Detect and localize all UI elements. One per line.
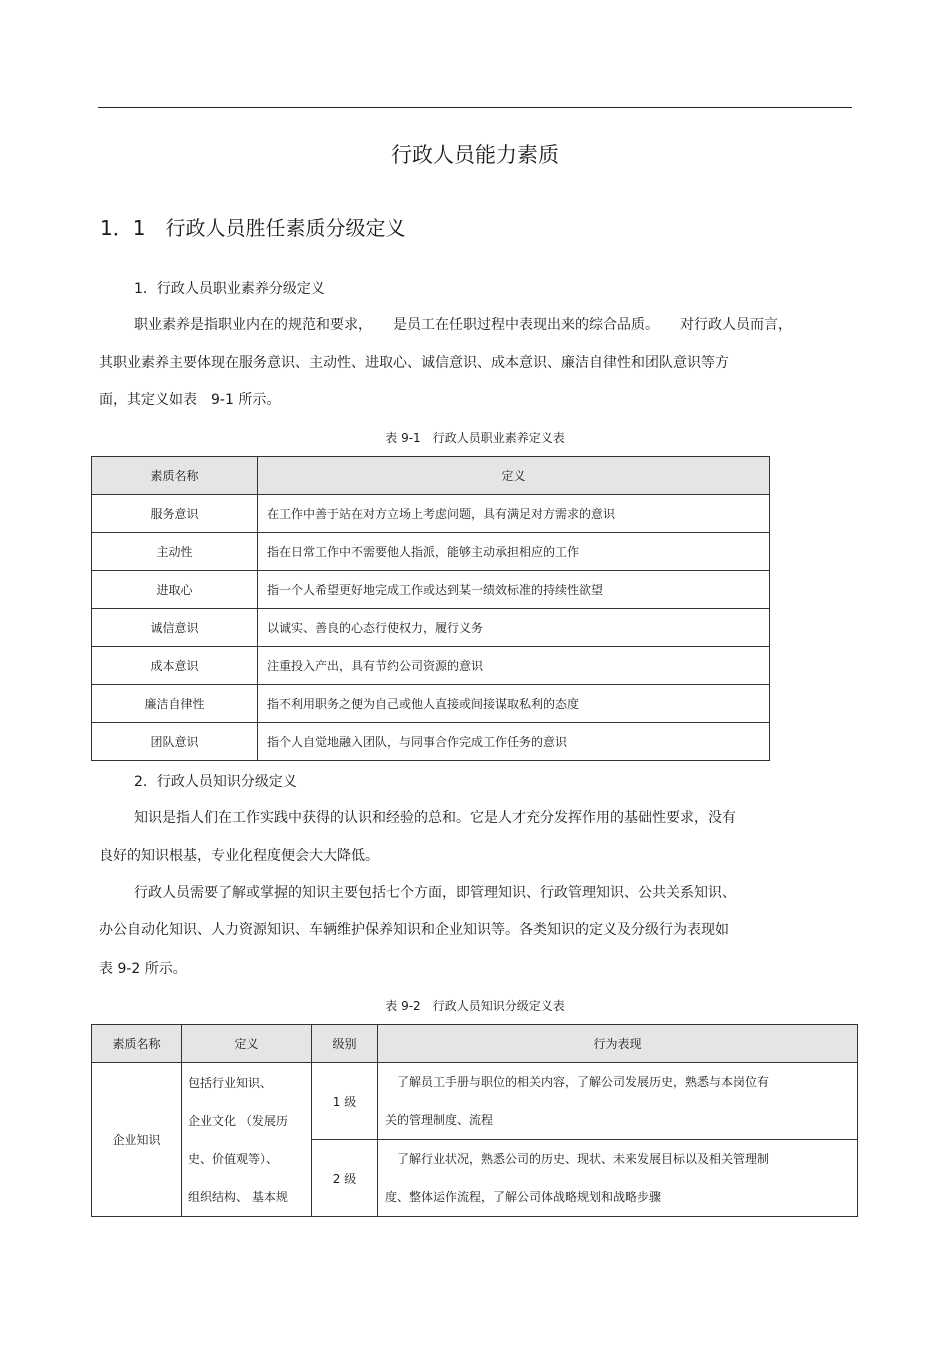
- paragraph-line: 其职业素养主要体现在服务意识、主动性、进取心、诚信意识、成本意识、廉洁自律性和团队意识等方: [99, 355, 729, 371]
- definition-cell: 指不利用职务之便为自己或他人直接或间接谋取私利的态度: [258, 685, 770, 723]
- column-header: 行为表现: [378, 1025, 858, 1063]
- column-header: 定义: [182, 1025, 312, 1063]
- column-header: 素质名称: [92, 457, 258, 495]
- quality-name-cell: 诚信意识: [92, 609, 258, 647]
- definition-cell: 指一个人希望更好地完成工作或达到某一绩效标准的持续性欲望: [258, 571, 770, 609]
- table-row: [92, 647, 770, 685]
- level-cell: 2 级: [312, 1140, 378, 1217]
- quality-name-cell: 进取心: [92, 571, 258, 609]
- behavior-line: 度、整体运作流程，了解公司体战略规划和战略步骤: [385, 1190, 662, 1204]
- paragraph-line: 表 9-2 所示。: [99, 961, 187, 977]
- quality-name-cell: 服务意识: [92, 495, 258, 533]
- table-header-row: [92, 1025, 858, 1063]
- column-header: 级别: [312, 1025, 378, 1063]
- table-row: [92, 533, 770, 571]
- behavior-line: 关的管理制度、流程: [385, 1113, 494, 1127]
- table-2: [91, 1024, 858, 1217]
- table-row: [92, 609, 770, 647]
- table-row: [92, 495, 770, 533]
- paragraph-line: 知识是指人们在工作实践中获得的认识和经验的总和。它是人才充分发挥作用的基础性要求，没有: [134, 810, 736, 826]
- definition-cell: [182, 1063, 312, 1217]
- column-header: 定义: [258, 457, 770, 495]
- table-row: [92, 571, 770, 609]
- definition-line: 包括行业知识、: [188, 1075, 273, 1090]
- table-2-caption: 表 9-2 行政人员知识分级定义表: [385, 999, 565, 1013]
- quality-name-cell: 企业知识: [92, 1063, 182, 1217]
- quality-name-cell: 成本意识: [92, 647, 258, 685]
- table-header-row: [92, 457, 770, 495]
- definition-line: 史、价值观等）、: [188, 1151, 279, 1166]
- definition-line: 企业文化 （发展历: [188, 1113, 288, 1128]
- page-title: 行政人员能力素质: [391, 143, 559, 167]
- table-1-caption: 表 9-1 行政人员职业素养定义表: [385, 431, 565, 445]
- section-heading: 1．1 行政人员胜任素质分级定义: [100, 216, 406, 240]
- subsection-2-heading: 2．行政人员知识分级定义: [134, 774, 297, 790]
- definition-cell: 指个人自觉地融入团队，与同事合作完成工作任务的意识: [258, 723, 770, 761]
- definition-cell: 在工作中善于站在对方立场上考虑问题，具有满足对方需求的意识: [258, 495, 770, 533]
- behavior-line: 了解员工手册与职位的相关内容，了解公司发展历史，熟悉与本岗位有: [385, 1075, 770, 1089]
- paragraph-line: 职业素养是指职业内在的规范和要求， 是员工在任职过程中表现出来的综合品质。 对行政人员而言，: [134, 317, 792, 333]
- header-rule: [98, 107, 852, 108]
- table-row: [92, 685, 770, 723]
- quality-name-cell: 团队意识: [92, 723, 258, 761]
- definition-line: 组织结构、 基本规: [188, 1189, 288, 1204]
- quality-name-cell: 廉洁自律性: [92, 685, 258, 723]
- behavior-line: 了解行业状况，熟悉公司的历史、现状、未来发展目标以及相关管理制: [385, 1152, 770, 1166]
- subsection-1-heading: 1．行政人员职业素养分级定义: [134, 281, 325, 297]
- paragraph-line: 行政人员需要了解或掌握的知识主要包括七个方面，即管理知识、行政管理知识、公共关系知识、: [134, 885, 736, 901]
- column-header: 素质名称: [92, 1025, 182, 1063]
- definition-cell: 注重投入产出，具有节约公司资源的意识: [258, 647, 770, 685]
- paragraph-line: 良好的知识根基，专业化程度便会大大降低。: [99, 848, 379, 864]
- definition-cell: 以诚实、善良的心态行使权力，履行义务: [258, 609, 770, 647]
- behavior-cell: [378, 1063, 858, 1140]
- definition-cell: 指在日常工作中不需要他人指派，能够主动承担相应的工作: [258, 533, 770, 571]
- level-cell: 1 级: [312, 1063, 378, 1140]
- paragraph-line: 面，其定义如表 9-1 所示。: [99, 392, 281, 408]
- table-1: [91, 456, 770, 761]
- behavior-cell: [378, 1140, 858, 1217]
- quality-name-cell: 主动性: [92, 533, 258, 571]
- paragraph-line: 办公自动化知识、人力资源知识、车辆维护保养知识和企业知识等。各类知识的定义及分级行为表现如: [99, 922, 729, 938]
- table-row: [92, 1063, 858, 1140]
- table-row: [92, 723, 770, 761]
